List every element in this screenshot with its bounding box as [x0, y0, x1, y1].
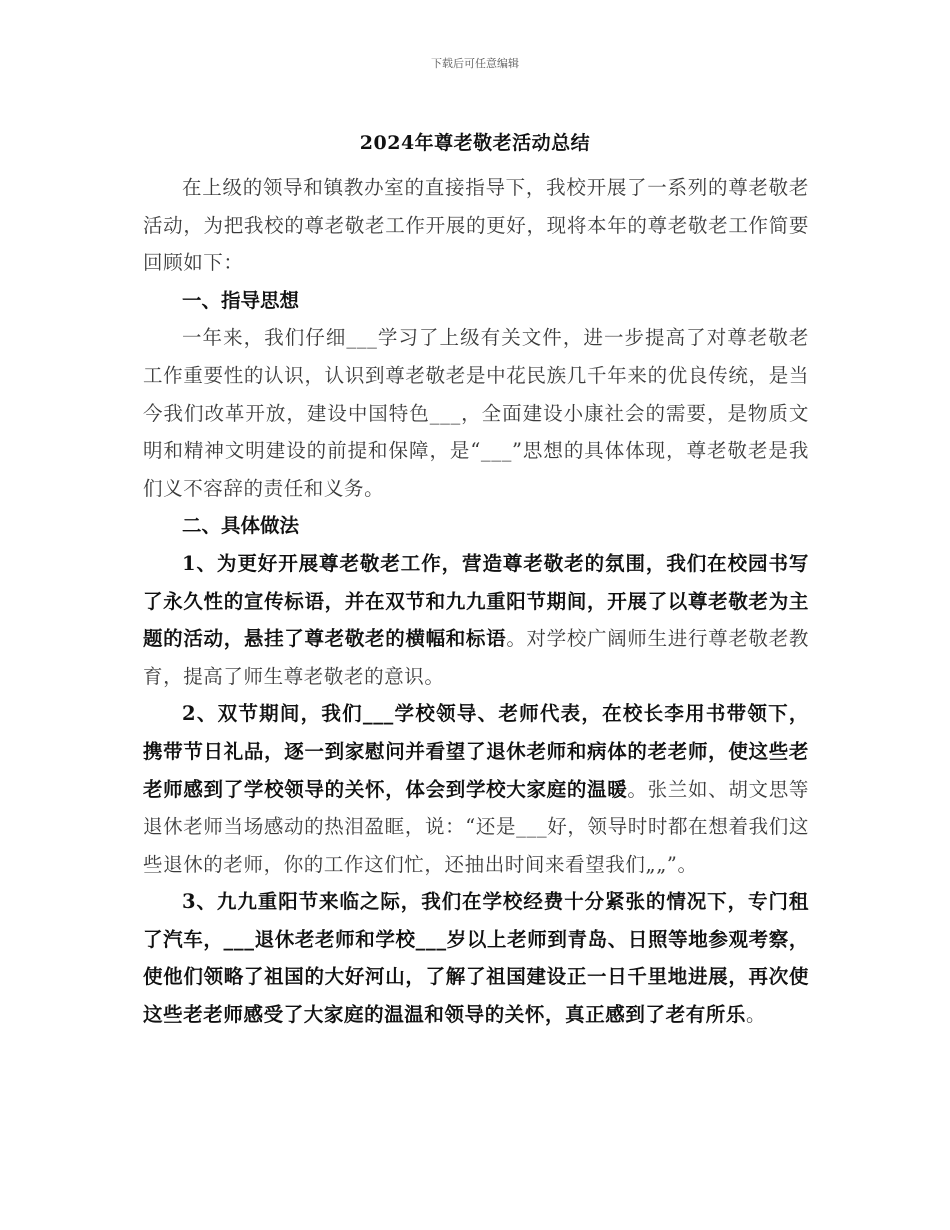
practice-item-1	[143, 545, 809, 695]
guiding-thought-paragraph	[143, 319, 809, 507]
practice-item-3-normal: 。	[746, 1003, 767, 1027]
section-heading-guiding-thought: 一、指导思想	[182, 288, 300, 312]
practice-item-3-bold: 3、九九重阳节来临之际，我们在学校经费十分紧张的情况下，专门租了汽车，___退休老老师和学校___岁以上老师到青岛、日照等地参观考察，使他们领略了祖国的大好河山，了解了祖国建设正一日千里地进展，再次使这些老老师感受了大家庭的温温和领导的关怀，真正感到了老有所乐	[143, 890, 809, 1027]
guiding-thought-text: 一年来，我们仔细___学习了上级有关文件，进一步提高了对尊老敬老工作重要性的认识，认识到尊老敬老是中花民族几千年来的优良传统，是当今我们改革开放，建设中国特色___，全面建设小康社会的需要，是物质文明和精神文明建设的前提和保障，是“___”思想的具体体现，尊老敬老是我们义不容辞的责任和义务。	[143, 326, 809, 500]
document-body	[143, 169, 809, 1034]
practice-item-3	[143, 883, 809, 1033]
document-title: 2024年尊老敬老活动总结	[359, 132, 591, 154]
practice-item-1-normal: 。对学校广阔师生进行尊老敬老教育，提高了师生尊老敬老的意识。	[143, 627, 809, 688]
practice-item-2-bold: 2、双节期间，我们___学校领导、老师代表，在校长李用书带领下，携带节日礼品，逐一到家慰问并看望了退休老师和病体的老老师，使这些老老师感到了学校领导的关怀，体会到学校大家庭的温暖	[143, 702, 809, 801]
practice-item-1-bold: 1、为更好开展尊老敬老工作，营造尊老敬老的氛围，我们在校园书写了永久性的宣传标语，并在双节和九九重阳节期间，开展了以尊老敬老为主题的活动，悬挂了尊老敬老的横幅和标语	[143, 551, 809, 651]
header-note: 下载后可任意编辑	[431, 57, 519, 70]
practice-item-2	[143, 695, 809, 883]
intro-paragraph	[143, 169, 809, 282]
intro-text: 在上级的领导和镇教办室的直接指导下，我校开展了一系列的尊老敬老活动，为把我校的尊老敬老工作开展的更好，现将本年的尊老敬老工作简要回顾如下：	[143, 176, 809, 275]
section-heading-specific-practices: 二、具体做法	[182, 514, 300, 538]
practice-item-2-normal: 。张兰如、胡文思等退休老师当场感动的热泪盈眶，说：“还是___好，领导时时都在想着我们这些退休的老师，你的工作这们忙，还抽出时间来看望我们„„”。	[143, 777, 809, 876]
